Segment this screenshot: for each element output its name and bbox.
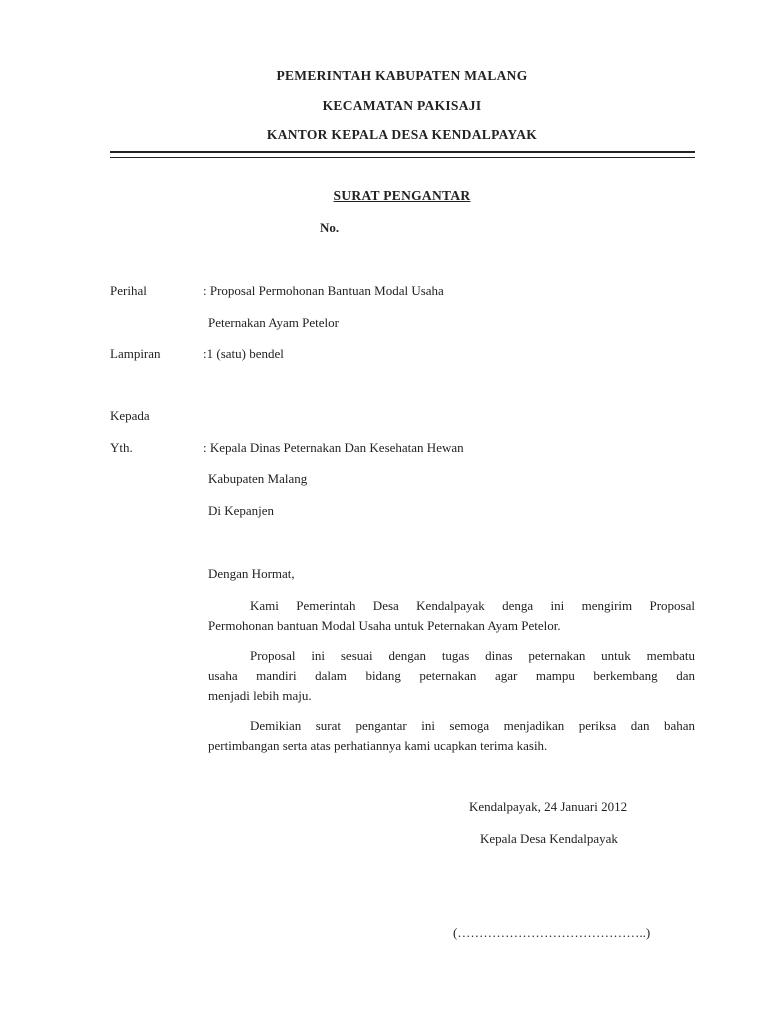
paragraph-1 — [208, 596, 695, 636]
paragraph-2-line-2: usaha mandiri dalam bidang peternakan agar mampu berkembang dan — [208, 668, 695, 683]
recipient-regency: Kabupaten Malang — [208, 471, 308, 486]
paragraph-3 — [208, 716, 695, 756]
letter-number-label: No. — [320, 220, 340, 235]
paragraph-2-line-3: menjadi lebih maju. — [208, 688, 312, 703]
perihal-value-continued: Peternakan Ayam Petelor — [208, 315, 339, 330]
letterhead-divider-thick — [110, 151, 695, 153]
kepada-label: Kepada — [110, 408, 150, 423]
lampiran-label: Lampiran — [110, 346, 161, 361]
recipient-location: Di Kepanjen — [208, 503, 275, 518]
paragraph-2 — [208, 646, 695, 706]
paragraph-3-line-2: pertimbangan serta atas perhatiannya kami ucapkan terima kasih. — [208, 738, 548, 753]
perihal-value: : Proposal Permohonan Bantuan Modal Usaha — [203, 283, 444, 298]
recipient-title: : Kepala Dinas Peternakan Dan Kesehatan Hewan — [203, 440, 464, 455]
paragraph-1-line-2: Permohonan bantuan Modal Usaha untuk Peternakan Ayam Petelor. — [208, 618, 561, 633]
paragraph-3-line-1: Demikian surat pengantar ini semoga menjadikan periksa dan bahan — [250, 718, 695, 733]
header-office: KANTOR KEPALA DESA KENDALPAYAK — [266, 127, 538, 142]
yth-label: Yth. — [110, 440, 133, 455]
paragraph-2-line-1: Proposal ini sesuai dengan tugas dinas peternakan untuk membatu — [250, 648, 695, 663]
salutation: Dengan Hormat, — [208, 566, 295, 581]
perihal-label: Perihal — [110, 283, 147, 298]
signature-position: Kepala Desa Kendalpayak — [480, 831, 618, 846]
header-government: PEMERINTAH KABUPATEN MALANG — [276, 68, 528, 83]
letter-title: SURAT PENGANTAR — [333, 188, 471, 203]
lampiran-value: :1 (satu) bendel — [203, 346, 284, 361]
header-district: KECAMATAN PAKISAJI — [322, 98, 482, 113]
paragraph-1-line-1: Kami Pemerintah Desa Kendalpayak denga ini mengirim Proposal — [250, 598, 695, 613]
signature-name-placeholder: (……………………………………..) — [453, 925, 651, 940]
letterhead-divider-thin — [110, 157, 695, 158]
signature-place-date: Kendalpayak, 24 Januari 2012 — [469, 799, 628, 814]
